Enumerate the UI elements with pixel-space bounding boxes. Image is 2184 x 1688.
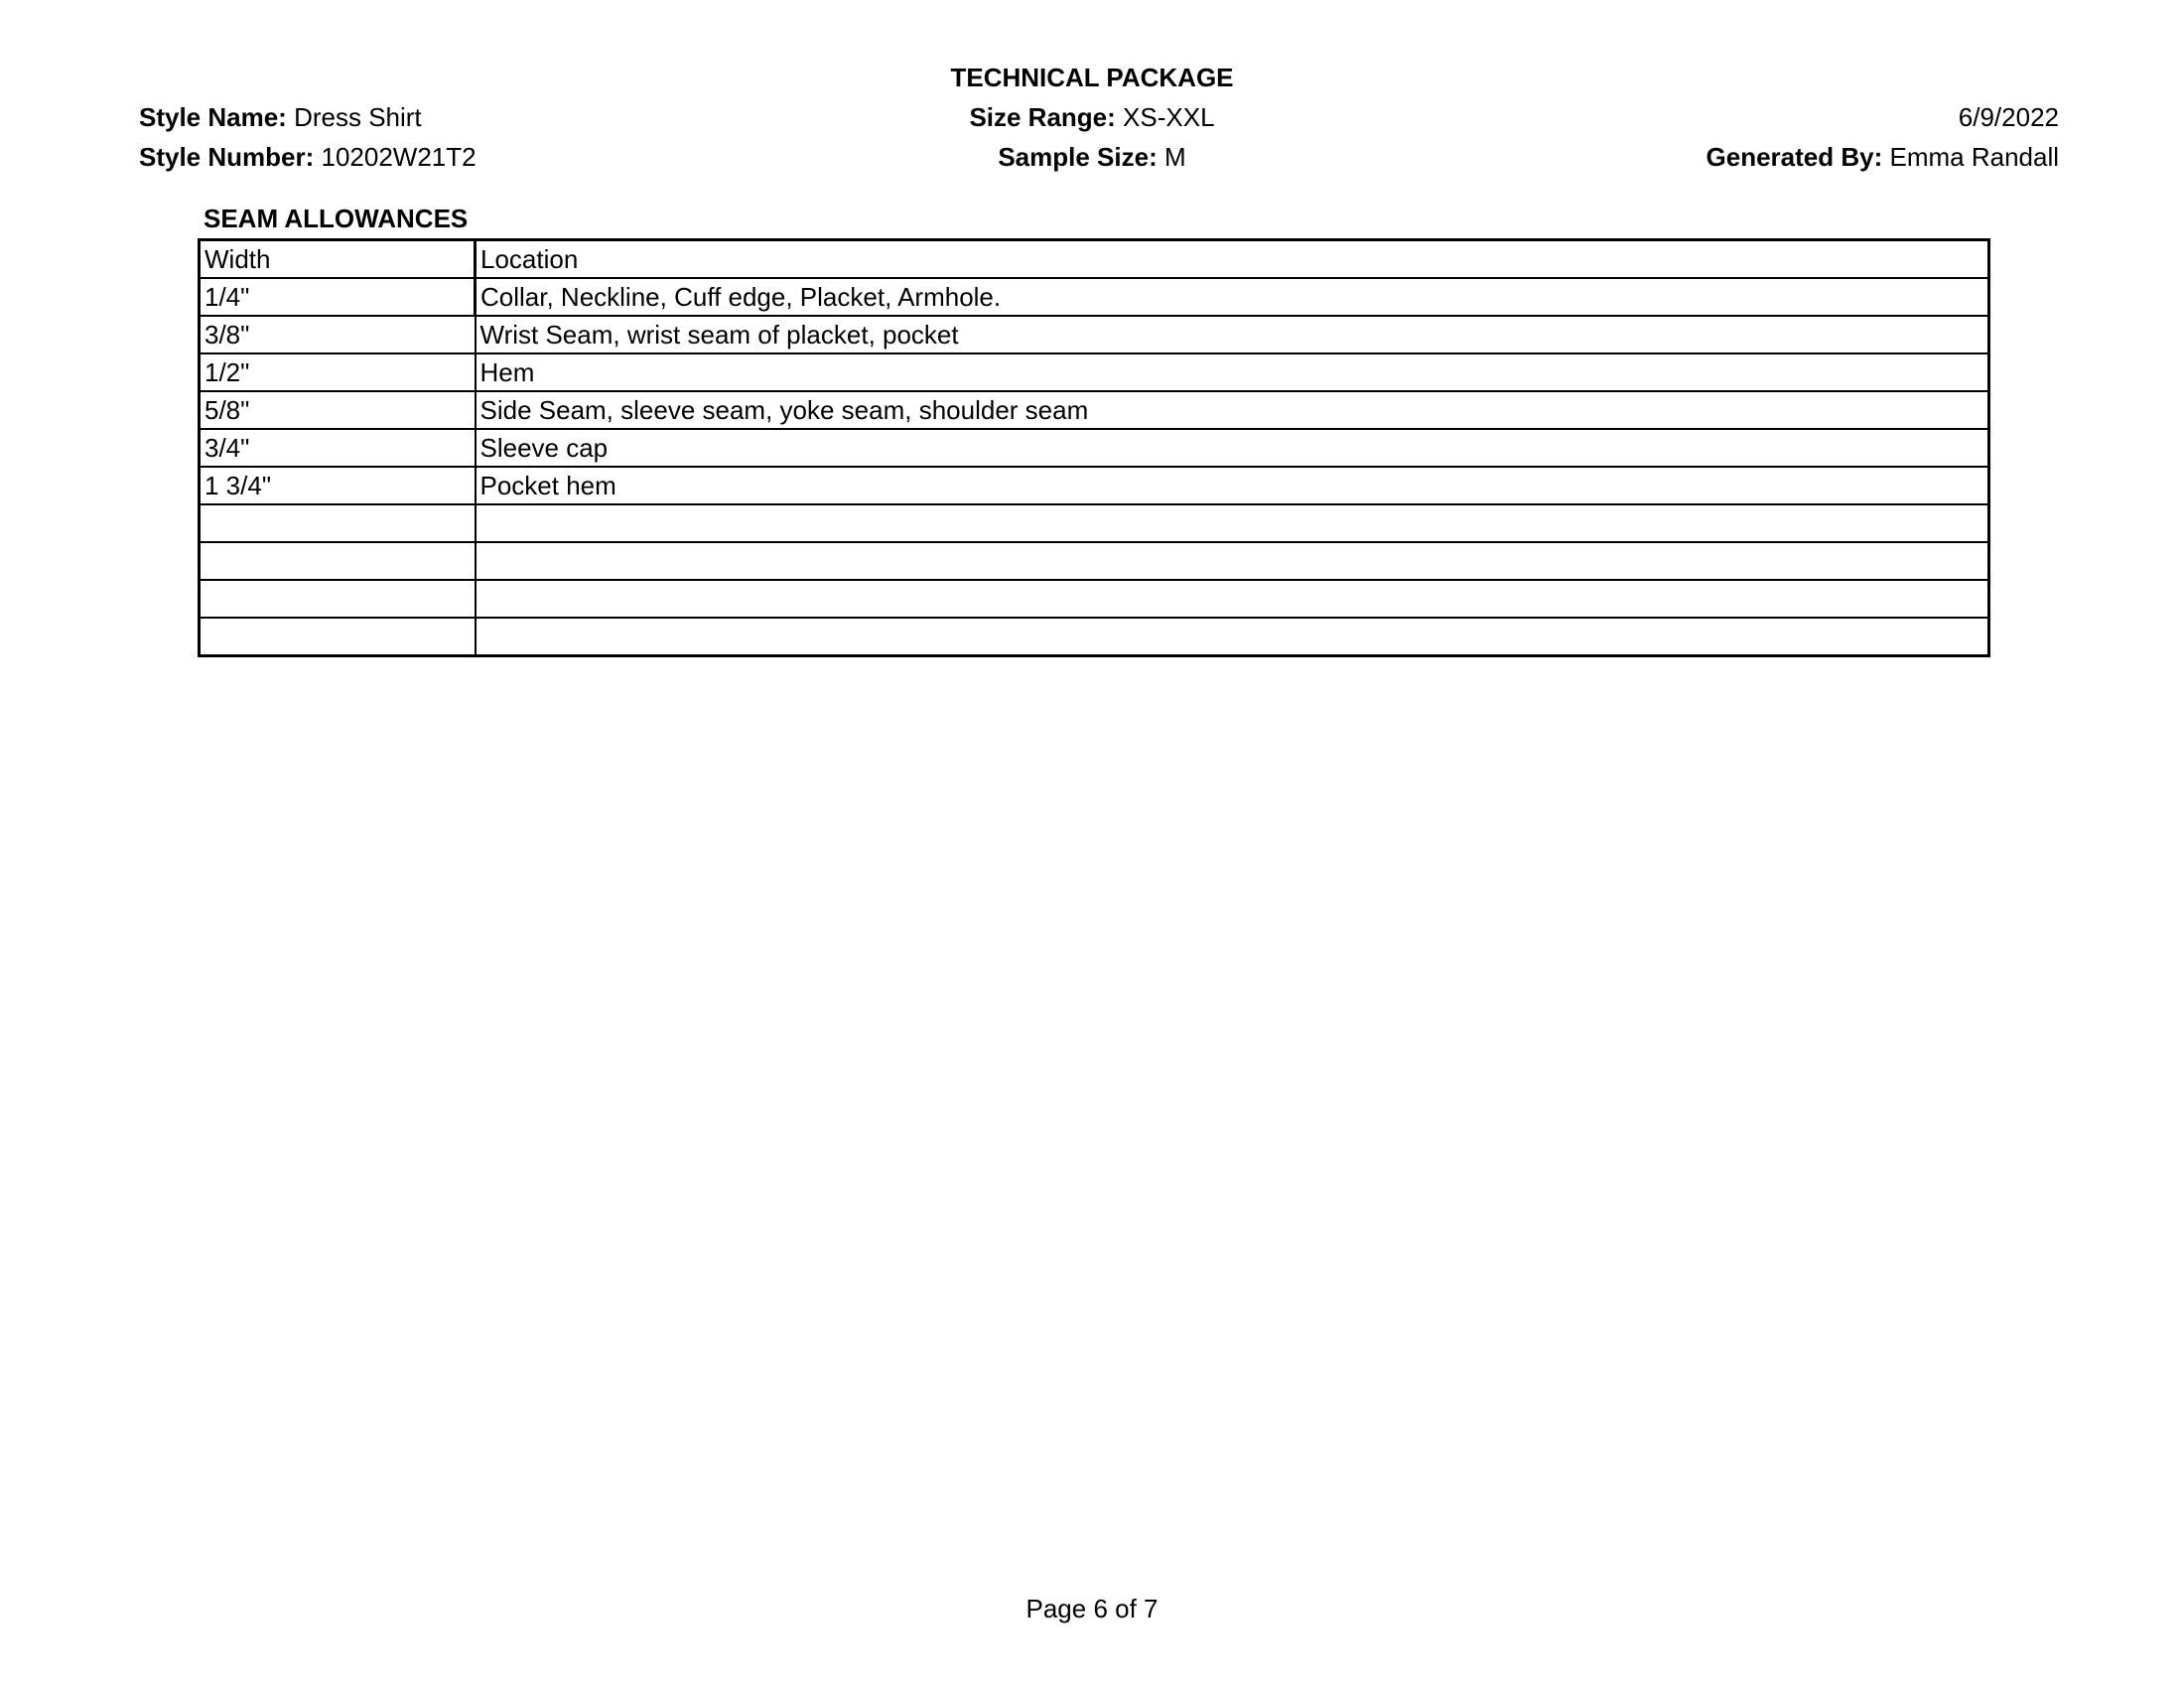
table-row	[200, 391, 1989, 429]
table-row	[200, 429, 1989, 467]
style-number-label: Style Number:	[139, 142, 315, 172]
location-cell	[476, 542, 1989, 580]
location-cell: Collar, Neckline, Cuff edge, Placket, Armhole.	[476, 278, 1989, 316]
sample-size-value: M	[1163, 142, 1186, 172]
table-row-empty	[200, 618, 1989, 656]
column-header-width: Width	[200, 240, 476, 279]
location-cell: Sleeve cap	[476, 429, 1989, 467]
table-row	[200, 353, 1989, 391]
table-row-empty	[200, 504, 1989, 542]
generated-by	[1706, 142, 2059, 172]
width-cell: 3/8"	[200, 316, 476, 353]
page-number: Page 6 of 7	[1025, 1594, 1159, 1623]
table-row	[200, 316, 1989, 353]
table-row	[200, 467, 1989, 504]
section-title-seam-allowances: SEAM ALLOWANCES	[204, 204, 469, 233]
location-cell: Pocket hem	[476, 467, 1989, 504]
width-cell	[200, 504, 476, 542]
width-cell: 1/2"	[200, 353, 476, 391]
width-cell	[200, 580, 476, 618]
table-header-row	[200, 240, 1989, 279]
width-cell: 5/8"	[200, 391, 476, 429]
location-cell: Side Seam, sleeve seam, yoke seam, shoulder seam	[476, 391, 1989, 429]
width-cell	[200, 542, 476, 580]
width-cell: 1/4"	[200, 278, 476, 316]
location-cell	[476, 580, 1989, 618]
size-range	[0, 102, 2184, 132]
style-name-value: Dress Shirt	[294, 102, 422, 132]
table-row-empty	[200, 580, 1989, 618]
location-cell: Wrist Seam, wrist seam of placket, pocket	[476, 316, 1989, 353]
column-header-location: Location	[476, 240, 1989, 279]
seam-allowances-table	[198, 238, 1990, 657]
generated-by-value: Emma Randall	[1889, 142, 2059, 172]
size-range-label: Size Range:	[969, 102, 1116, 132]
generated-by-label: Generated By:	[1706, 142, 1883, 172]
document-date: 6/9/2022	[1958, 102, 2059, 132]
table-row-empty	[200, 542, 1989, 580]
style-name-label: Style Name:	[139, 102, 287, 132]
size-range-value: XS-XXL	[1123, 102, 1215, 132]
width-cell: 3/4"	[200, 429, 476, 467]
document-title: TECHNICAL PACKAGE	[950, 63, 1234, 92]
location-cell	[476, 504, 1989, 542]
location-cell	[476, 618, 1989, 656]
location-cell: Hem	[476, 353, 1989, 391]
table-row	[200, 278, 1989, 316]
width-cell	[200, 618, 476, 656]
style-number-value: 10202W21T2	[321, 142, 477, 172]
sample-size-label: Sample Size:	[998, 142, 1158, 172]
width-cell: 1 3/4"	[200, 467, 476, 504]
